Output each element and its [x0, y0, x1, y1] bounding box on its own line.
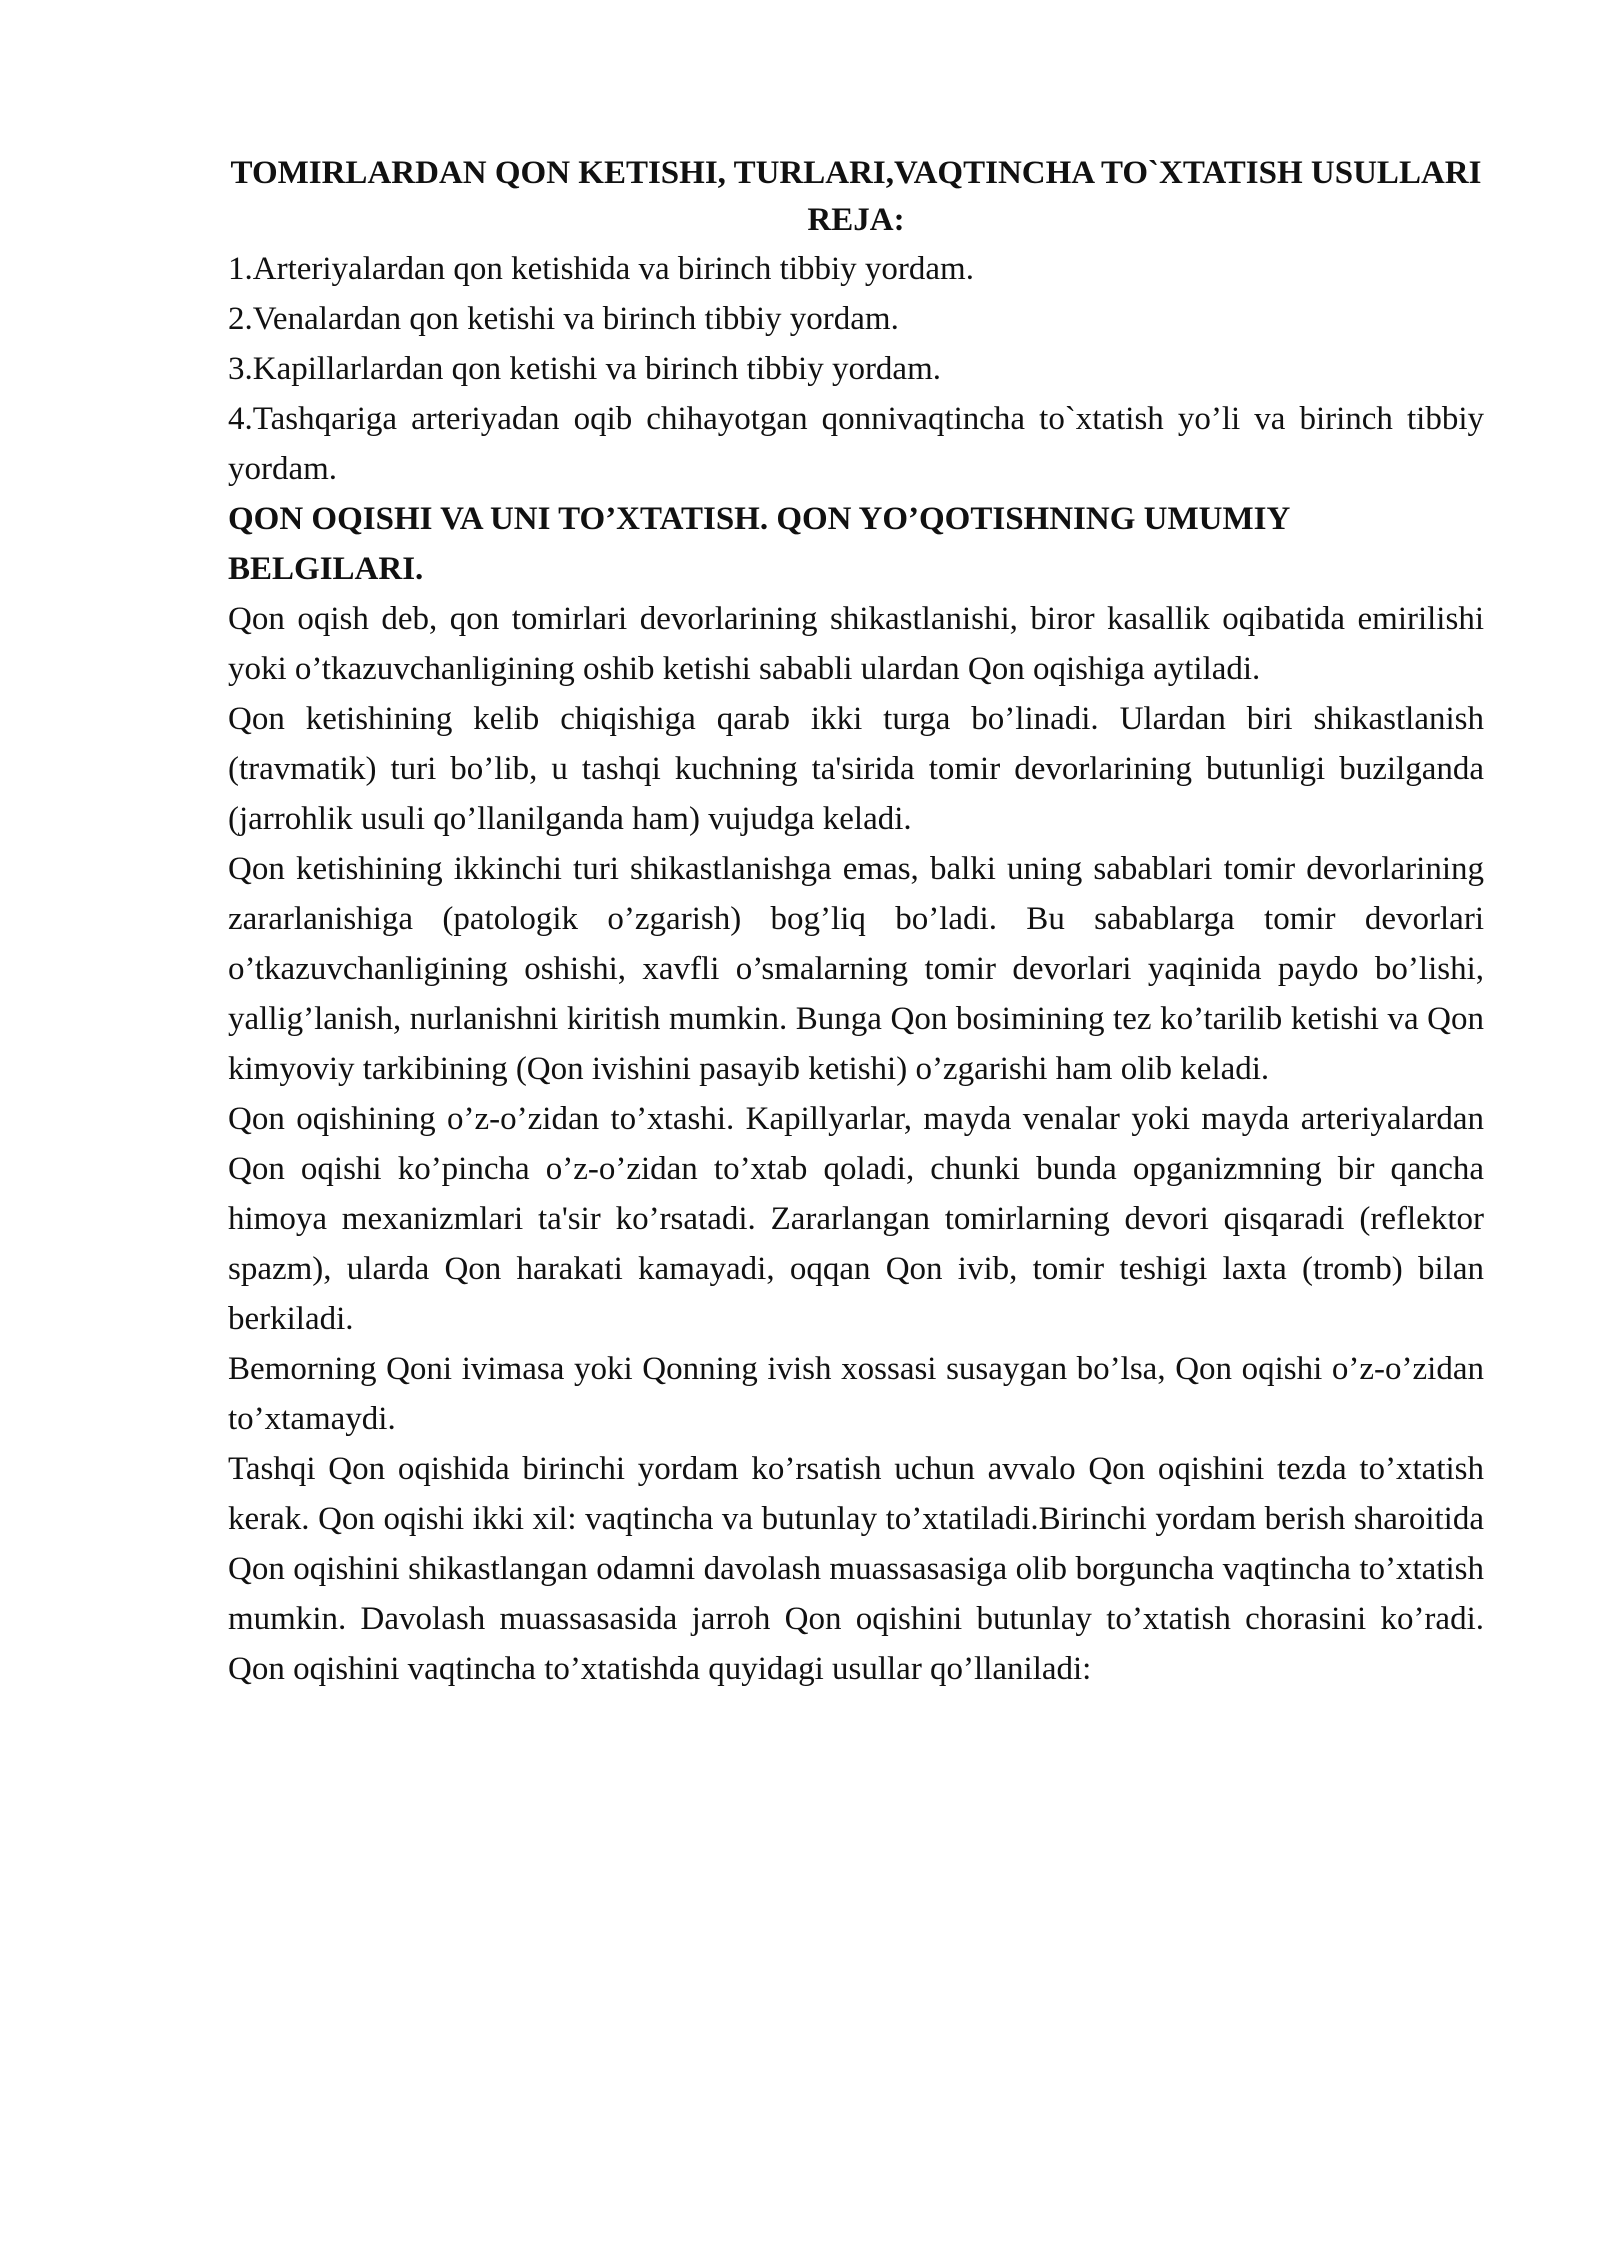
paragraph: Tashqi Qon oqishida birinchi yordam ko’rsatish uchun avvalo Qon oqishini tezda to’xtatish kerak. Qon oqishi ikki xil: vaqtincha va butunlay to’xtatiladi.Birinchi yordam berish sharoitida Qon oqishini shikastlangan odamni davolash muassasasiga olib borguncha vaqtincha to’xtatish mumkin. Davolash muassasasida jarroh Qon oqishini butunlay to’xtatish chorasini ko’radi. Qon oqishini vaqtincha to’xtatishda quyidagi usullar qo’llaniladi: — [228, 1451, 1484, 1687]
plan-item: 2.Venalardan qon ketishi va birinch tibbiy yordam. — [228, 301, 899, 337]
plan-item: 3.Kapillarlardan qon ketishi va birinch tibbiy yordam. — [228, 351, 941, 387]
paragraph: Qon oqish deb, qon tomirlari devorlarining shikastlanishi, biror kasallik oqibatida emirilishi yoki o’tkazuvchanligining oshib ketishi sababli ulardan Qon oqishiga aytiladi. — [228, 601, 1484, 687]
paragraph: Qon ketishining ikkinchi turi shikastlanishga emas, balki uning sabablari tomir devorlarining zararlanishiga (patologik o’zgarish) bog’liq bo’ladi. Bu sabablarga tomir devorlari o’tkazuvchanligining oshishi, xavfli o’smalarning tomir devorlari yaqinida paydo bo’lishi, yallig’lanish, nurlanishni kiritish mumkin. Bunga Qon bosimining tez ko’tarilib ketishi va Qon kimyoviy tarkibining (Qon ivishini pasayib ketishi) o’zgarishi ham olib keladi. — [228, 851, 1484, 1087]
plan-item: 1.Arteriyalardan qon ketishida va birinch tibbiy yordam. — [228, 251, 974, 287]
paragraph: Bemorning Qoni ivimasa yoki Qonning ivish xossasi susaygan bo’lsa, Qon oqishi o’z-o’zidan to’xtamaydi. — [228, 1351, 1484, 1437]
plan-item: 4.Tashqariga arteriyadan oqib chihayotgan qonnivaqtincha to`xtatish yo’li va birinch tibbiy yordam. — [228, 401, 1484, 487]
paragraph: Qon oqishining o’z-o’zidan to’xtashi. Kapillyarlar, mayda venalar yoki mayda arteriyalardan Qon oqishi ko’pincha o’z-o’zidan to’xtab qoladi, chunki bunda opganizmning bir qancha himoya mexanizmlari ta'sir ko’rsatadi. Zararlangan tomirlarning devori qisqaradi (reflektor spazm), ularda Qon harakati kamayadi, oqqan Qon ivib, tomir teshigi laxta (tromb) bilan berkiladi. — [228, 1101, 1484, 1337]
document-page — [228, 150, 1484, 1694]
paragraph: Qon ketishining kelib chiqishiga qarab ikki turga bo’linadi. Ulardan biri shikastlanish (travmatik) turi bo’lib, u tashqi kuchning ta'sirida tomir devorlarining butunligi buzilganda (jarrohlik usuli qo’llanilganda ham) vujudga keladi. — [228, 701, 1484, 837]
plan-heading: REJA: — [807, 202, 905, 238]
plan-list — [228, 244, 1484, 494]
document-title: TOMIRLARDAN QON KETISHI, TURLARI,VAQTINCHA TO`XTATISH USULLARI — [230, 155, 1482, 191]
section-heading: QON OQISHI VA UNI TO’XTATISH. QON YO’QOTISHNING UMUMIY BELGILARI. — [228, 501, 1290, 587]
